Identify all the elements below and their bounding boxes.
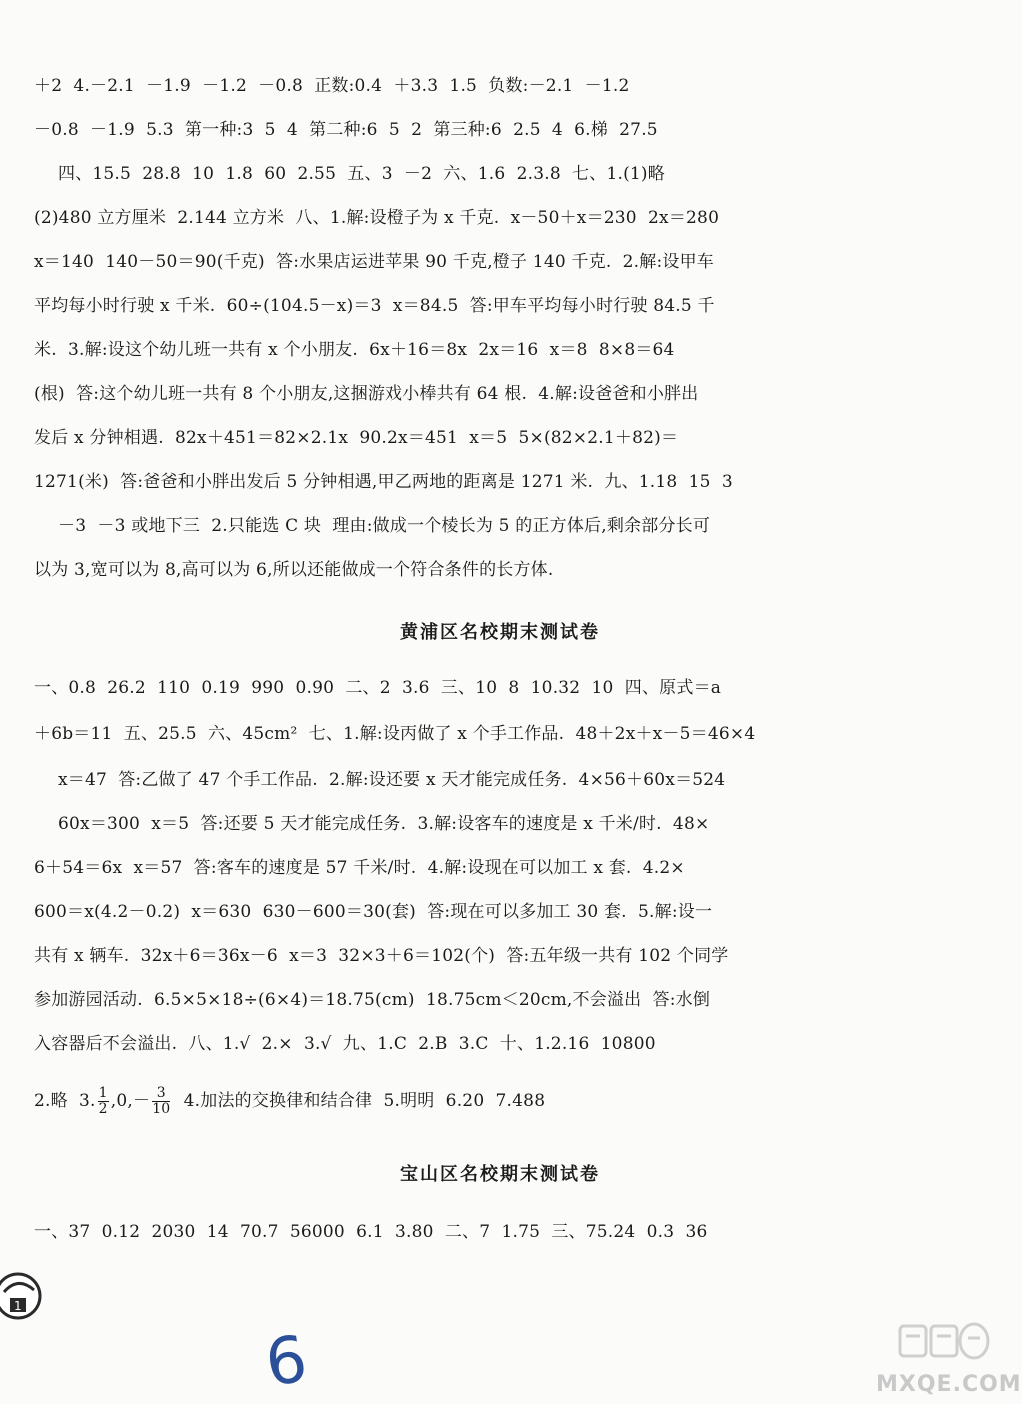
fraction-denominator: 10 xyxy=(152,1101,171,1117)
huangpu-line-6: 600＝x(4.2－0.2) x＝630 630－600＝30(套) 答:现在可以多加工 30 套. 5.解:设一 xyxy=(34,902,713,922)
watermark-text: MXQE.COM xyxy=(876,1372,1022,1397)
answer-line-5: x＝140 140－50＝90(千克) 答:水果店运进苹果 90 千克,橙子 140 千克. 2.解:设甲车 xyxy=(34,252,715,272)
answer-line-12: 以为 3,宽可以为 8,高可以为 6,所以还能做成一个符合条件的长方体. xyxy=(34,560,554,580)
answer-line-6: 平均每小时行驶 x 千米. 60÷(104.5－x)＝3 x＝84.5 答:甲车平均每小时行驶 84.5 千 xyxy=(34,296,715,316)
line10-post: 4.加法的交换律和结合律 5.明明 6.20 7.488 xyxy=(172,1091,546,1111)
line10-mid: ,0,－ xyxy=(110,1091,151,1111)
huangpu-line-10 xyxy=(34,1086,545,1117)
huangpu-line-9: 入容器后不会溢出. 八、1.√ 2.× 3.√ 九、1.C 2.B 3.C 十、1.2.16 10800 xyxy=(34,1034,656,1054)
page-corner-emblem-icon xyxy=(0,1262,44,1324)
huangpu-line-2: ＋6b＝11 五、25.5 六、45cm² 七、1.解:设丙做了 x 个手工作品. 48＋2x＋x－5＝46×4 xyxy=(34,724,756,744)
answer-line-10: 1271(米) 答:爸爸和小胖出发后 5 分钟相遇,甲乙两地的距离是 1271 米. 九、1.18 15 3 xyxy=(34,472,733,492)
watermark-logo-icon xyxy=(898,1318,990,1364)
answer-line-2: －0.8 －1.9 5.3 第一种:3 5 4 第二种:6 5 2 第三种:6 2.5 4 6.梯 27.5 xyxy=(34,120,658,140)
answer-line-3: 四、15.5 28.8 10 1.8 60 2.55 五、3 －2 六、1.6 2.3.8 七、1.(1)略 xyxy=(58,164,665,184)
fraction-one-half xyxy=(98,1086,109,1117)
fraction-denominator: 2 xyxy=(98,1101,108,1117)
section-title-baoshan: 宝山区名校期末测试卷 xyxy=(400,1164,600,1185)
huangpu-line-5: 6＋54＝6x x＝57 答:客车的速度是 57 千米/时. 4.解:设现在可以加工 x 套. 4.2× xyxy=(34,858,685,878)
huangpu-line-4: 60x＝300 x＝5 答:还要 5 天才能完成任务. 3.解:设客车的速度是 x 千米/时. 48× xyxy=(58,814,710,834)
section-title-huangpu: 黄浦区名校期末测试卷 xyxy=(400,622,600,643)
baoshan-line-1: 一、37 0.12 2030 14 70.7 56000 6.1 3.80 二、7 1.75 三、75.24 0.3 36 xyxy=(34,1222,708,1242)
answer-line-1: ＋2 4.－2.1 －1.9 －1.2 －0.8 正数:0.4 ＋3.3 1.5 负数:－2.1 －1.2 xyxy=(34,76,630,96)
line10-pre: 2.略 3. xyxy=(34,1091,96,1111)
fraction-numerator: 1 xyxy=(98,1085,108,1101)
fraction-numerator: 3 xyxy=(152,1086,170,1102)
answer-line-11: －3 －3 或地下三 2.只能选 C 块 理由:做成一个棱长为 5 的正方体后,剩余部分长可 xyxy=(58,516,711,536)
fraction-three-tenths xyxy=(152,1086,170,1117)
huangpu-line-8: 参加游园活动. 6.5×5×18÷(6×4)＝18.75(cm) 18.75cm＜20cm,不会溢出 答:水倒 xyxy=(34,990,711,1010)
huangpu-line-1: 一、0.8 26.2 110 0.19 990 0.90 二、2 3.6 三、10 8 10.32 10 四、原式＝a xyxy=(34,678,722,698)
answer-line-4: (2)480 立方厘米 2.144 立方米 八、1.解:设橙子为 x 千克. x－50＋x＝230 2x＝280 xyxy=(34,208,720,228)
answer-line-8: (根) 答:这个幼儿班一共有 8 个小朋友,这捆游戏小棒共有 64 根. 4.解:设爸爸和小胖出 xyxy=(34,384,699,404)
handwritten-page-number: 6 xyxy=(261,1322,312,1402)
answer-line-9: 发后 x 分钟相遇. 82x＋451＝82×2.1x 90.2x＝451 x＝5 5×(82×2.1＋82)＝ xyxy=(34,428,679,448)
svg-text:1: 1 xyxy=(14,1299,22,1313)
huangpu-line-3: x＝47 答:乙做了 47 个手工作品. 2.解:设还要 x 天才能完成任务. 4×56＋60x＝524 xyxy=(58,770,726,790)
huangpu-line-7: 共有 x 辆车. 32x＋6＝36x－6 x＝3 32×3＋6＝102(个) 答:五年级一共有 102 个同学 xyxy=(34,946,729,966)
answer-line-7: 米. 3.解:设这个幼儿班一共有 x 个小朋友. 6x＋16＝8x 2x＝16 x＝8 8×8＝64 xyxy=(34,340,675,360)
